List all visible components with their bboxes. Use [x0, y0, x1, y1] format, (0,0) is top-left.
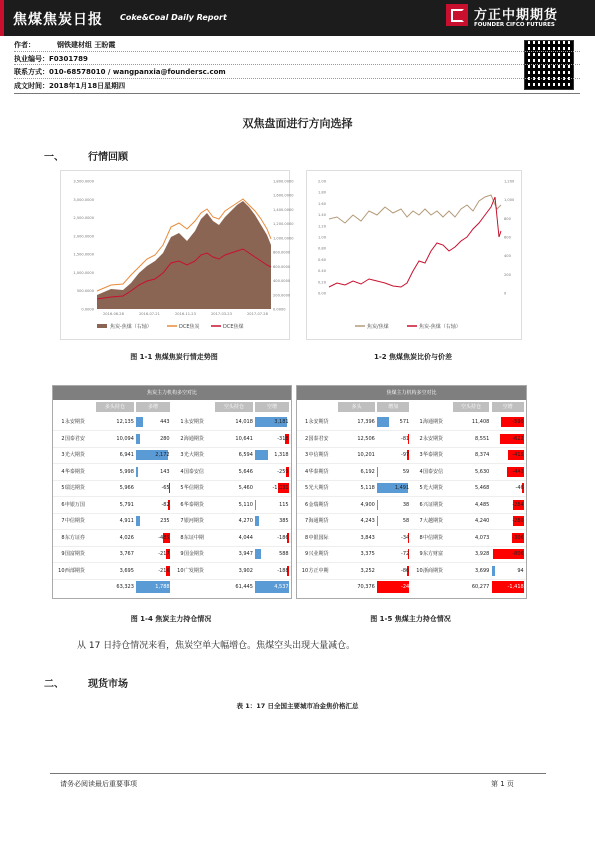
short-position: 4,073	[475, 534, 490, 541]
broker-name: 兴证期货	[422, 501, 443, 508]
short-position: 3,928	[475, 551, 490, 557]
short-change: -318	[277, 435, 289, 442]
short-change: -280	[512, 518, 524, 524]
long-change: -82	[161, 501, 170, 508]
broker-name: 浙商期货	[422, 567, 443, 574]
rank: 7	[180, 518, 184, 524]
spread-area	[97, 201, 271, 309]
long-change: -217	[158, 551, 170, 557]
short-change: -622	[512, 435, 524, 442]
date-line: 成文时间：2018年1月18日星期四	[14, 82, 126, 90]
long-change: 443	[160, 419, 170, 425]
long-change: 58	[402, 518, 410, 524]
short-position: 8,551	[475, 435, 490, 442]
broker-name: 瑞达期货	[64, 485, 85, 491]
rank: 6	[61, 501, 65, 508]
figure-caption: 图 1-1 焦煤焦炭行情走势图	[130, 353, 218, 361]
legend-label: 焦炭-焦煤（右轴）	[110, 324, 152, 330]
tick-label: 1,600.0000	[273, 193, 294, 198]
long-change: 38	[402, 501, 410, 508]
short-change: -188	[277, 567, 289, 574]
tick-label: 1.40	[317, 213, 326, 218]
col-header: 增加	[377, 402, 409, 412]
long-position: 4,900	[360, 501, 375, 508]
table-row	[297, 513, 526, 530]
rank: 7	[419, 518, 423, 524]
long-position: 3,375	[360, 551, 375, 557]
long-position: 5,966	[119, 485, 134, 491]
section-number: 一、	[44, 152, 64, 163]
long-position: 4,026	[119, 534, 134, 541]
tick-label: 200	[504, 272, 511, 277]
short-position: 3,947	[238, 551, 253, 557]
coke-coal-price-chart	[60, 170, 294, 340]
long-position: 17,396	[357, 419, 375, 425]
long-change: 1,491	[394, 485, 410, 491]
company-name-en: FOUNDER CIFCO FUTURES	[474, 22, 555, 28]
tick-label: 1.20	[317, 224, 326, 229]
broker-name: 海通期货	[183, 435, 204, 442]
broker-name: 华信期货	[183, 485, 204, 491]
long-change: -86	[401, 567, 410, 574]
short-position: 4,240	[475, 518, 490, 524]
chart-svg	[307, 171, 521, 339]
broker-name: 海通期货	[308, 518, 329, 524]
broker-name: 华泰期货	[422, 452, 443, 458]
table-row	[297, 497, 526, 514]
table-row	[53, 447, 291, 464]
long-position: 10,201	[357, 452, 375, 458]
col-header: 多头持仓	[96, 402, 134, 412]
broker-name: 光大期货	[422, 485, 443, 491]
tick-label: 1,500.0000	[73, 252, 94, 257]
broker-name: 光大期货	[308, 485, 329, 491]
short-position: 14,018	[235, 419, 253, 425]
short-position: 3,902	[238, 567, 253, 574]
col-header: 空增	[492, 402, 524, 412]
table-title: 表 1：17 日全国主要城市冶金焦价格汇总	[236, 702, 359, 710]
tick-label: 200.0000	[273, 293, 291, 298]
long-position: 3,767	[119, 551, 134, 557]
short-position: 5,460	[238, 485, 253, 491]
rank: 8	[61, 534, 65, 541]
broker-name: 国泰君安	[308, 435, 329, 442]
broker-name: 永安期货	[64, 419, 85, 425]
long-position: 6,941	[119, 452, 134, 458]
broker-name: 大越期货	[422, 518, 443, 524]
broker-name: 永安期货	[183, 419, 204, 425]
rank: 2	[180, 435, 184, 442]
table-row	[297, 563, 526, 580]
tick-label: 400.0000	[273, 279, 291, 284]
short-position: 4,270	[238, 518, 253, 524]
coke-position-table	[52, 385, 292, 599]
rank: 9	[61, 551, 65, 557]
long-change: -72	[401, 551, 410, 557]
page-number: 第 1 页	[491, 780, 514, 788]
short-position: 3,699	[475, 567, 490, 574]
long-position: 5,791	[119, 501, 134, 508]
long-change: -81	[401, 435, 410, 442]
legend-label: DCE焦煤	[223, 324, 244, 330]
short-change: 115	[279, 501, 289, 508]
rank: 8	[304, 534, 309, 541]
qr-code-icon	[524, 40, 574, 90]
rank: 5	[180, 485, 184, 491]
long-position: 3,252	[360, 567, 375, 574]
short-position: 4,044	[238, 534, 253, 541]
x-tick-label: 2017-03-23	[211, 312, 232, 316]
figure-caption: 1-2 焦煤焦炭比价与价差	[373, 353, 453, 361]
rank: 9	[180, 551, 184, 557]
long-change: 143	[160, 468, 170, 475]
short-change: -46	[515, 485, 524, 491]
broker-name: 西部期货	[64, 567, 85, 574]
total-short-change: 4,537	[255, 581, 288, 593]
author-line: 作者： 钢铁建材组 王盼霞	[14, 41, 116, 49]
short-change: -590	[512, 419, 524, 425]
long-position: 4,243	[360, 518, 375, 524]
short-position: 5,468	[475, 485, 490, 491]
table-row	[53, 480, 291, 497]
tick-label: 0.0000	[81, 307, 94, 312]
col-header: 空头持仓	[453, 402, 490, 412]
legend-label: 焦炭/焦煤	[367, 324, 389, 330]
tick-label: 800.0000	[273, 250, 291, 255]
tick-label: 1.60	[317, 201, 326, 206]
long-change: 280	[160, 435, 170, 442]
short-position: 10,641	[235, 435, 253, 442]
short-position: 6,594	[238, 452, 253, 458]
table-row	[297, 530, 526, 547]
col-header: 多头	[338, 402, 375, 412]
short-change: 385	[279, 518, 289, 524]
long-change: -65	[161, 485, 170, 491]
rank: 3	[419, 452, 423, 458]
legend-label: DCE焦炭	[179, 324, 200, 330]
tick-label: 0.20	[317, 280, 326, 285]
table-row	[53, 563, 291, 580]
broker-name: 永安期货	[308, 419, 329, 425]
col-header: 空头持仓	[215, 402, 253, 412]
rank: 10	[58, 567, 65, 574]
short-change: 3,181	[274, 419, 289, 425]
contact-line: 联系方式：010-68578010 / wangpanxia@foundersc.com	[14, 68, 226, 76]
ratio-line	[329, 195, 501, 223]
total-short: 60,277	[471, 584, 490, 590]
broker-name: 华泰期货	[183, 501, 204, 508]
tick-label: 2.00	[317, 179, 326, 184]
total-long-change: -24	[377, 581, 409, 593]
broker-name: 国泰安信	[183, 468, 204, 475]
broker-name: 国泰安信	[422, 468, 443, 475]
table-row	[53, 431, 291, 448]
tick-label: 1,400.0000	[273, 207, 294, 212]
tick-label: 0	[504, 291, 507, 296]
broker-name: 广发期货	[183, 567, 204, 574]
long-change: -34	[401, 534, 410, 541]
rank: 5	[304, 485, 309, 491]
table-row	[297, 546, 526, 563]
tick-label: 3,000.0000	[73, 197, 94, 202]
rank: 7	[61, 518, 65, 524]
broker-name: 海通期货	[422, 419, 443, 425]
rank: 6	[304, 501, 309, 508]
rank: 10	[416, 567, 423, 574]
divider	[14, 93, 580, 94]
chart-legend	[97, 323, 244, 330]
rank: 1	[304, 419, 309, 425]
long-position: 3,843	[360, 534, 375, 541]
table-row	[53, 497, 291, 514]
rank: 5	[61, 485, 65, 491]
tick-label: 1,000	[504, 198, 515, 203]
rank: 2	[419, 435, 423, 442]
company-name: 方正中期期货	[474, 8, 559, 23]
long-position: 12,506	[357, 435, 375, 442]
tick-label: 2,500.0000	[73, 216, 94, 221]
table-row	[53, 414, 291, 431]
broker-name: 中银国际	[308, 534, 329, 541]
rank: 7	[304, 518, 309, 524]
table-row	[53, 530, 291, 547]
rank: 10	[177, 567, 184, 574]
tick-label: 1.00	[317, 235, 326, 240]
long-change: 235	[160, 518, 170, 524]
tick-label: 0.80	[317, 246, 326, 251]
coke-coal-ratio-chart	[306, 170, 522, 340]
long-position: 6,192	[360, 468, 375, 475]
broker-name: 永安期货	[422, 435, 443, 442]
tick-label: 1,000.0000	[73, 270, 94, 275]
long-position: 5,118	[360, 485, 375, 491]
short-change: -284	[512, 501, 524, 508]
short-change: -442	[512, 468, 524, 475]
table-row	[297, 464, 526, 481]
tick-label: 1,200	[504, 179, 515, 184]
long-position: 5,998	[119, 468, 134, 475]
table-row	[53, 546, 291, 563]
broker-name: 国泰君安	[64, 435, 85, 442]
x-tick-label: 2016-06-28	[103, 312, 124, 316]
tick-label: 0.0000	[273, 307, 286, 312]
short-change: -1,031	[272, 485, 289, 491]
broker-name: 中信期货	[64, 518, 85, 524]
short-position: 5,646	[238, 468, 253, 475]
rank: 9	[304, 551, 309, 557]
rank: 4	[180, 468, 184, 475]
long-change: -97	[401, 452, 410, 458]
tick-label: 1,200.0000	[273, 222, 294, 227]
rank: 5	[419, 485, 423, 491]
broker-name: 华泰期货	[64, 468, 85, 475]
long-change: -485	[158, 534, 170, 541]
rank: 2	[61, 435, 65, 442]
rank: 1	[180, 419, 184, 425]
total-short: 61,445	[235, 584, 253, 590]
long-position: 3,695	[119, 567, 134, 574]
short-position: 4,485	[475, 501, 490, 508]
long-change: 2,172	[155, 452, 170, 458]
broker-name: 东方证券	[64, 534, 85, 541]
rank: 2	[304, 435, 309, 442]
tick-label: 400	[504, 254, 511, 259]
short-change: 94	[517, 567, 524, 574]
total-short-change: -1,418	[492, 581, 524, 593]
short-change: -806	[512, 551, 524, 557]
license-line: 执业编号：F0301789	[14, 55, 88, 63]
long-position: 4,911	[119, 518, 134, 524]
long-change: -216	[158, 567, 170, 574]
rank: 4	[61, 468, 65, 475]
short-change: 1,318	[274, 452, 289, 458]
tick-label: 800	[504, 216, 511, 221]
footer-notice: 请务必阅读最后重要事项	[60, 780, 137, 788]
table-row	[53, 464, 291, 481]
short-change: -306	[512, 534, 524, 541]
long-position: 12,135	[116, 419, 134, 425]
company-logo-icon	[446, 4, 468, 26]
rank: 1	[419, 419, 423, 425]
broker-name: 兴业期货	[308, 551, 329, 557]
rank: 9	[419, 551, 423, 557]
broker-name: 华泰期货	[308, 468, 329, 475]
table-row	[297, 447, 526, 464]
broker-name: 光大期货	[64, 452, 85, 458]
broker-name: 银河期货	[183, 518, 204, 524]
short-change: -415	[512, 452, 524, 458]
long-change: 59	[402, 468, 410, 475]
figure-caption: 图 1-5 焦煤主力持仓情况	[370, 615, 451, 623]
x-tick-label: 2016-07-21	[139, 312, 160, 316]
section-title: 现货市场	[88, 679, 128, 690]
tick-label: 0.40	[317, 269, 326, 274]
broker-name: 中信期货	[422, 534, 443, 541]
tick-label: 1.80	[317, 190, 326, 195]
report-title: 焦煤焦炭日报	[13, 12, 103, 28]
short-change: -259	[277, 468, 289, 475]
table-row	[297, 431, 526, 448]
broker-name: 国金期货	[183, 551, 204, 557]
rank: 3	[304, 452, 309, 458]
coal-position-table	[296, 385, 527, 599]
rank: 6	[419, 501, 423, 508]
tick-label: 1,800.0000	[273, 179, 294, 184]
rank: 1	[61, 419, 65, 425]
tick-label: 600.0000	[273, 264, 291, 269]
tick-label: 3,500.0000	[73, 179, 94, 184]
tick-label: 0.00	[317, 291, 326, 296]
rank: 6	[180, 501, 184, 508]
table-header: 焦煤主力机构多空对比	[297, 386, 526, 400]
col-header: 多增	[136, 402, 169, 412]
figure-caption: 图 1-4 焦炭主力持仓情况	[130, 615, 212, 623]
broker-name: 国富期货	[64, 551, 85, 557]
footer-divider	[50, 773, 546, 774]
rank: 10	[301, 567, 309, 574]
x-tick-label: 2017-07-28	[247, 312, 268, 316]
broker-name: 金瑞期货	[308, 501, 329, 508]
total-long: 70,376	[357, 584, 375, 590]
rank: 3	[180, 452, 184, 458]
rank: 4	[304, 468, 309, 475]
document-title: 双焦盘面进行方向选择	[242, 117, 353, 130]
total-long-change: 1,788	[136, 581, 169, 593]
rank: 8	[180, 534, 184, 541]
broker-name: 中信期货	[308, 452, 329, 458]
chart-legend	[355, 323, 461, 330]
long-change: 571	[399, 419, 410, 425]
report-title-en: Coke&Coal Daily Report	[120, 13, 227, 22]
tick-label: 600	[504, 235, 511, 240]
legend-label: 焦炭-焦煤（右轴）	[419, 324, 461, 330]
short-change: -186	[277, 534, 289, 541]
broker-name: 光大期货	[183, 452, 204, 458]
tick-label: 2,000.0000	[73, 234, 94, 239]
table-row	[297, 414, 526, 431]
x-tick-label: 2016-11-23	[175, 312, 196, 316]
spread-line	[329, 197, 501, 287]
col-header: 空增	[255, 402, 288, 412]
short-position: 8,374	[475, 452, 490, 458]
section-number: 二、	[44, 679, 64, 690]
rank: 4	[419, 468, 423, 475]
divider	[14, 51, 580, 52]
header-accent	[0, 0, 4, 36]
body-paragraph: 从 17 日持仓情况来看，焦炭空单大幅增仓。焦煤空头出现大量减仓。	[77, 641, 356, 651]
short-position: 11,408	[471, 419, 490, 425]
table-row	[53, 513, 291, 530]
long-position: 10,094	[116, 435, 134, 442]
broker-name: 方正中期	[308, 567, 329, 574]
table-row	[297, 480, 526, 497]
broker-name: 东证中期	[183, 534, 204, 541]
divider	[14, 64, 580, 65]
short-position: 5,630	[475, 468, 490, 475]
section-title: 行情回顾	[88, 152, 128, 163]
tick-label: 0.60	[317, 257, 326, 262]
broker-name: 东方财富	[422, 551, 443, 557]
table-header: 焦炭主力机构多空对比	[53, 386, 291, 400]
rank: 8	[419, 534, 423, 541]
tick-label: 500.0000	[76, 289, 94, 294]
chart-svg	[61, 171, 294, 339]
short-position: 5,110	[238, 501, 253, 508]
divider	[14, 78, 580, 79]
total-long: 63,323	[116, 584, 134, 590]
rank: 3	[61, 452, 65, 458]
short-change: 588	[279, 551, 289, 557]
broker-name: 申银万国	[64, 501, 85, 508]
tick-label: 1,000.0000	[273, 236, 294, 241]
